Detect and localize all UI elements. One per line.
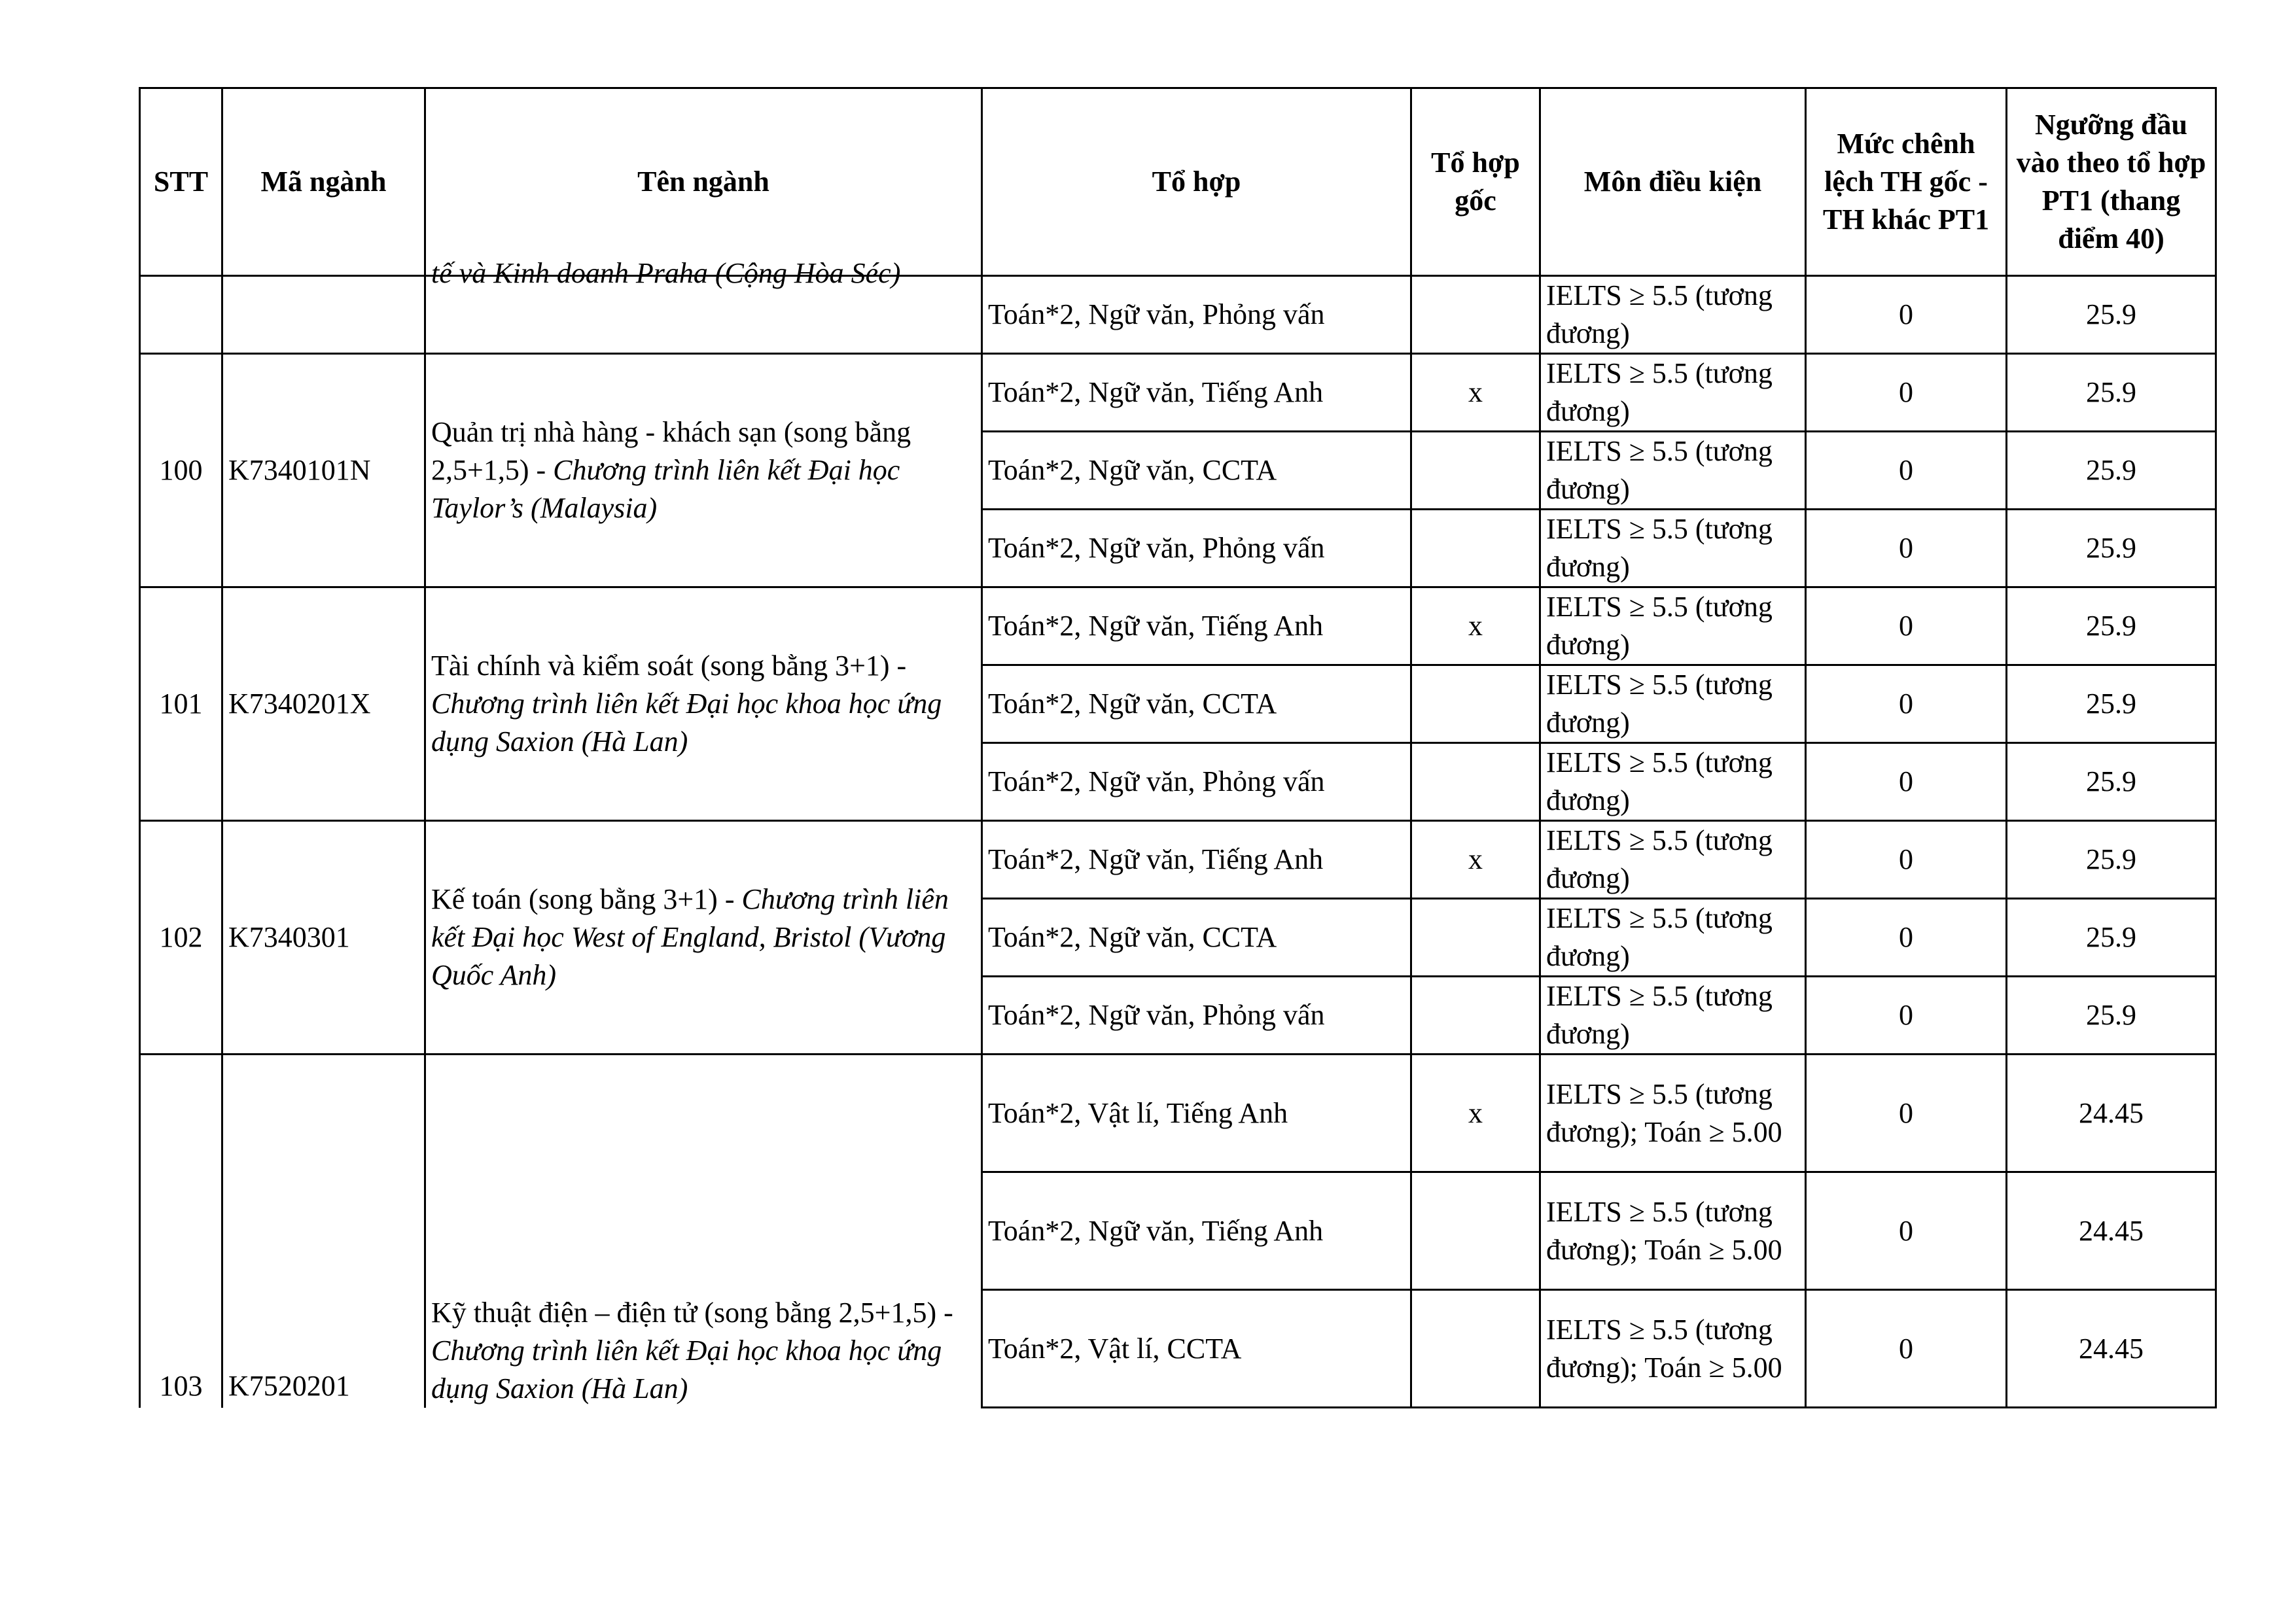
combo-cell: Toán*2, Vật lí, CCTA [982,1290,1411,1408]
orig-cell [1411,743,1540,821]
threshold-cell: 24.45 [2007,1290,2216,1408]
header-to-hop: Tổ hợp [982,88,1411,276]
threshold-cell: 25.9 [2007,587,2216,665]
cond-cell: IELTS ≥ 5.5 (tương đương) [1540,354,1806,432]
name-plain: Kế toán (song bằng 3+1) - [431,883,742,915]
diff-cell: 0 [1806,1055,2007,1172]
cond-cell: IELTS ≥ 5.5 (tương đương) [1540,587,1806,665]
diff-cell: 0 [1806,587,2007,665]
table-row [140,1055,2216,1172]
diff-cell: 0 [1806,821,2007,899]
threshold-cell: 25.9 [2007,510,2216,587]
diff-cell: 0 [1806,354,2007,432]
orig-cell [1411,510,1540,587]
cond-cell: IELTS ≥ 5.5 (tương đương) [1540,510,1806,587]
cond-cell: IELTS ≥ 5.5 (tương đương) [1540,743,1806,821]
header-nguong: Ngưỡng đầu vào theo tổ hợp PT1 (thang điểm 40) [2007,88,2216,276]
orig-cell [1411,432,1540,510]
cond-cell: IELTS ≥ 5.5 (tương đương) [1540,821,1806,899]
orig-cell [1411,1290,1540,1408]
header-to-hop-goc: Tổ hợp gốc [1411,88,1540,276]
combo-cell: Toán*2, Ngữ văn, Tiếng Anh [982,587,1411,665]
header-row [140,88,2216,276]
combo-cell: Toán*2, Ngữ văn, Tiếng Anh [982,821,1411,899]
diff-cell: 0 [1806,510,2007,587]
carryover-orig [1411,276,1540,354]
carryover-name-fragment: tế và Kinh doanh Praha (Cộng Hòa Séc) [431,257,901,289]
table-row [140,821,2216,899]
cond-cell: IELTS ≥ 5.5 (tương đương); Toán ≥ 5.00 [1540,1290,1806,1408]
carryover-code [222,276,425,354]
diff-cell: 0 [1806,665,2007,743]
diff-cell: 0 [1806,1290,2007,1408]
cond-cell: IELTS ≥ 5.5 (tương đương) [1540,899,1806,977]
name-italic: Chương trình liên kết Đại học khoa học ứng dụng Saxion (Hà Lan) [431,1334,942,1405]
diff-cell: 0 [1806,1172,2007,1290]
name-cell [425,1055,982,1408]
threshold-cell: 24.45 [2007,1172,2216,1290]
carryover-threshold: 25.9 [2007,276,2216,354]
threshold-cell: 24.45 [2007,1055,2216,1172]
combo-cell: Toán*2, Ngữ văn, Phỏng vấn [982,510,1411,587]
name-plain: Kỹ thuật điện – điện tử (song bằng 2,5+1,5) - [431,1296,953,1329]
orig-cell [1411,977,1540,1055]
carryover-stt [140,276,222,354]
cond-cell: IELTS ≥ 5.5 (tương đương) [1540,665,1806,743]
carryover-name [425,257,982,354]
name-plain: Tài chính và kiểm soát (song bằng 3+1) - [431,650,907,682]
admission-table [139,87,2217,1408]
stt-cell: 103 [140,1055,222,1408]
orig-cell: x [1411,587,1540,665]
threshold-cell: 25.9 [2007,821,2216,899]
stt-cell: 102 [140,821,222,1055]
combo-cell: Toán*2, Ngữ văn, Tiếng Anh [982,1172,1411,1290]
diff-cell: 0 [1806,743,2007,821]
name-italic: Chương trình liên kết Đại học West of England, Bristol (Vương Quốc Anh) [431,883,949,991]
combo-cell: Toán*2, Vật lí, Tiếng Anh [982,1055,1411,1172]
table-row [140,587,2216,665]
cond-cell: IELTS ≥ 5.5 (tương đương); Toán ≥ 5.00 [1540,1055,1806,1172]
header-mon-dieu-kien: Môn điều kiện [1540,88,1806,276]
orig-cell: x [1411,1055,1540,1172]
name-cell [425,587,982,821]
cond-cell: IELTS ≥ 5.5 (tương đương); Toán ≥ 5.00 [1540,1172,1806,1290]
diff-cell: 0 [1806,977,2007,1055]
cond-cell: IELTS ≥ 5.5 (tương đương) [1540,977,1806,1055]
threshold-cell: 25.9 [2007,743,2216,821]
threshold-cell: 25.9 [2007,665,2216,743]
combo-cell: Toán*2, Ngữ văn, Tiếng Anh [982,354,1411,432]
name-plain: Quản trị nhà hàng - khách sạn (song bằng 2,5+1,5) - [431,416,911,486]
orig-cell [1411,665,1540,743]
carryover-cond: IELTS ≥ 5.5 (tương đương) [1540,276,1806,354]
code-cell: K7340201X [222,587,425,821]
header-muc-chenh-lech: Mức chênh lệch TH gốc - TH khác PT1 [1806,88,2007,276]
threshold-cell: 25.9 [2007,354,2216,432]
code-cell: K7340301 [222,821,425,1055]
name-cell [425,821,982,1055]
combo-cell: Toán*2, Ngữ văn, CCTA [982,665,1411,743]
header-ma-nganh: Mã ngành [222,88,425,276]
header-ten-nganh: Tên ngành [425,88,982,276]
name-cell [425,354,982,587]
threshold-cell: 25.9 [2007,899,2216,977]
diff-cell: 0 [1806,899,2007,977]
orig-cell: x [1411,821,1540,899]
orig-cell [1411,899,1540,977]
orig-cell: x [1411,354,1540,432]
table-row-carryover [140,276,2216,354]
code-cell: K7520201 [222,1055,425,1408]
combo-cell: Toán*2, Ngữ văn, Phỏng vấn [982,743,1411,821]
table-row [140,354,2216,432]
combo-cell: Toán*2, Ngữ văn, CCTA [982,899,1411,977]
carryover-diff: 0 [1806,276,2007,354]
orig-cell [1411,1172,1540,1290]
header-stt: STT [140,88,222,276]
code-cell: K7340101N [222,354,425,587]
combo-cell: Toán*2, Ngữ văn, CCTA [982,432,1411,510]
threshold-cell: 25.9 [2007,432,2216,510]
stt-cell: 100 [140,354,222,587]
combo-cell: Toán*2, Ngữ văn, Phỏng vấn [982,977,1411,1055]
name-italic: Chương trình liên kết Đại học Taylor’s (Malaysia) [431,454,900,524]
threshold-cell: 25.9 [2007,977,2216,1055]
carryover-combo: Toán*2, Ngữ văn, Phỏng vấn [982,276,1411,354]
cond-cell: IELTS ≥ 5.5 (tương đương) [1540,432,1806,510]
stt-cell: 101 [140,587,222,821]
diff-cell: 0 [1806,432,2007,510]
name-italic: Chương trình liên kết Đại học khoa học ứng dụng Saxion (Hà Lan) [431,688,942,758]
